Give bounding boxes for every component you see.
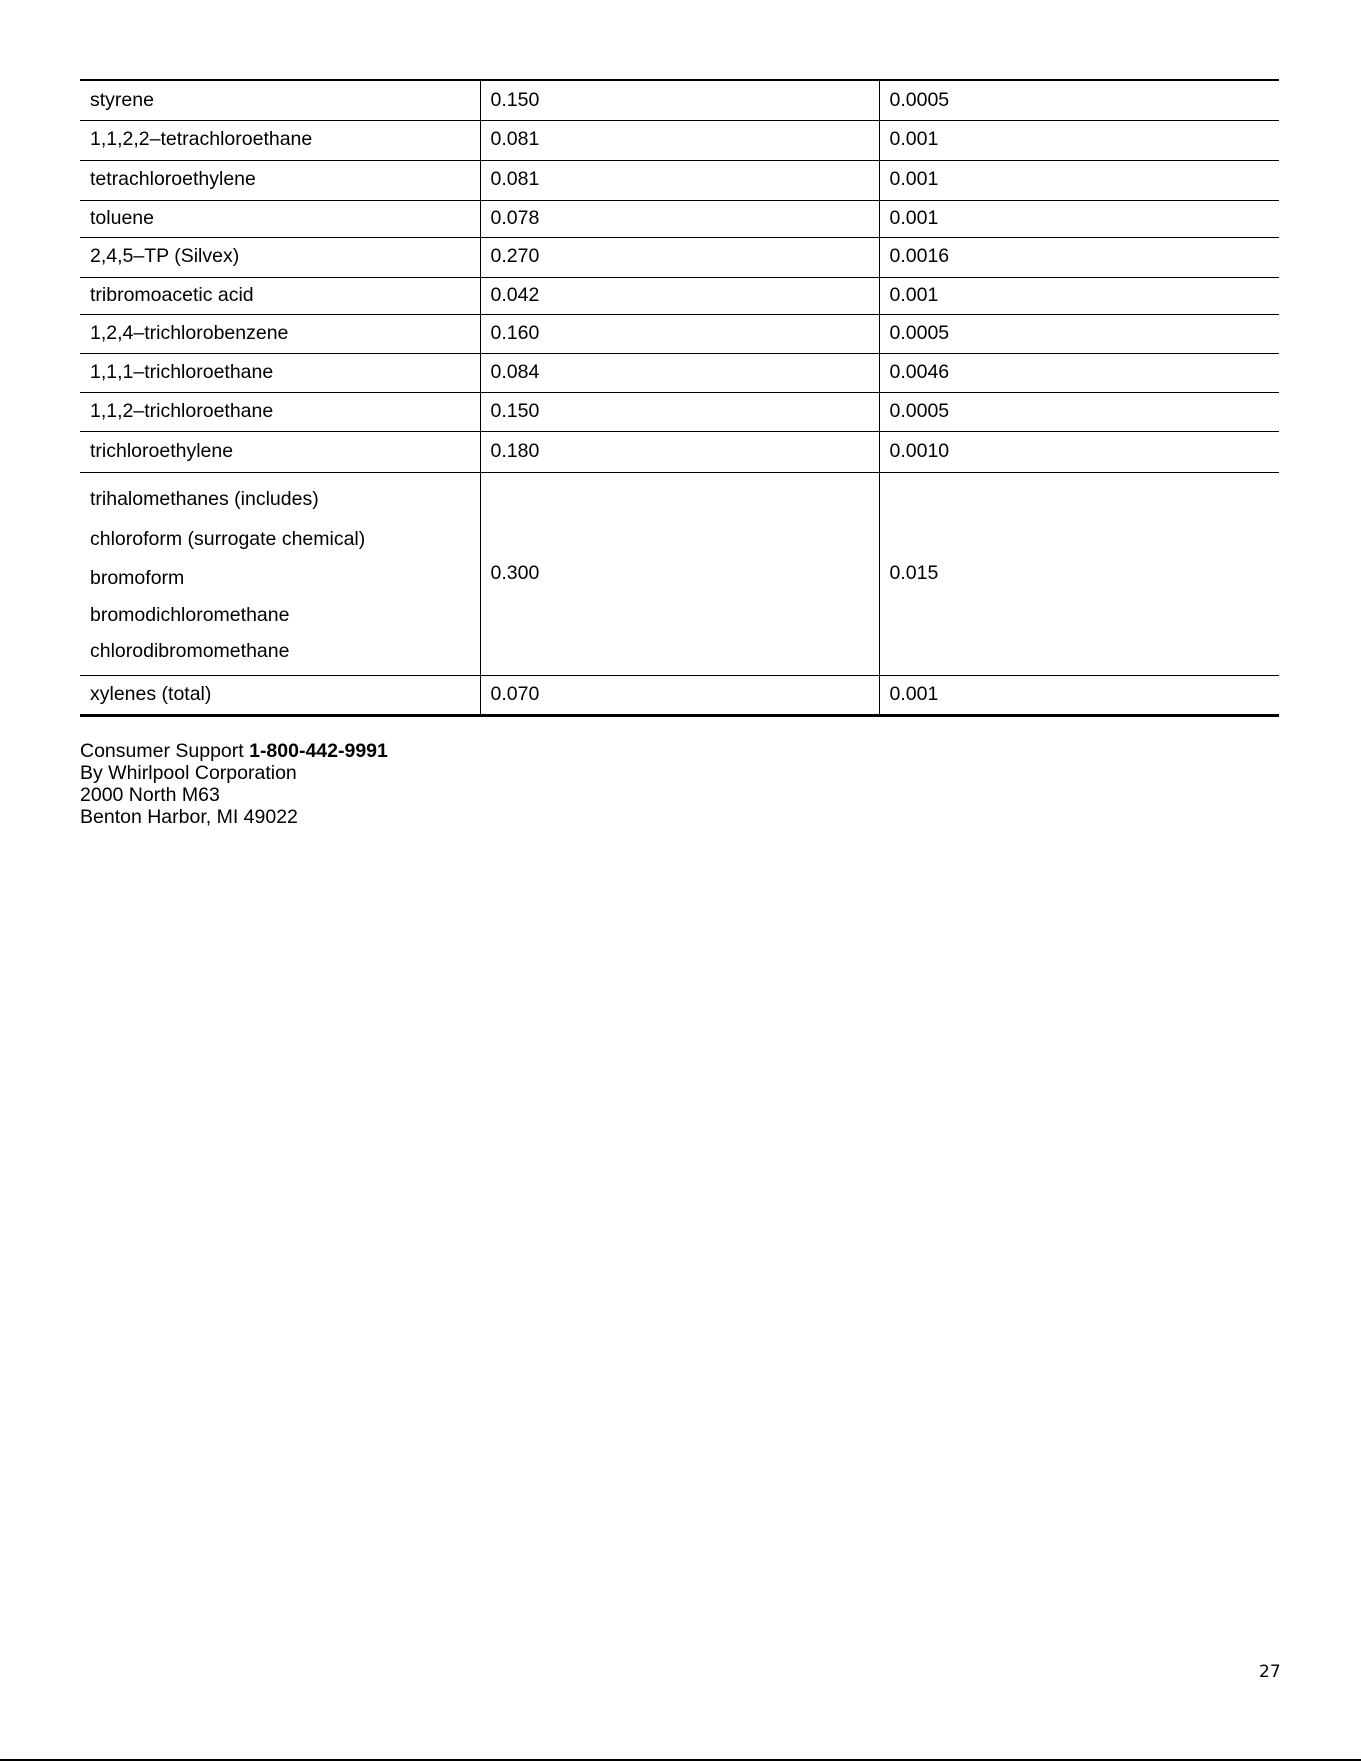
max-value: 0.001 (879, 277, 1279, 314)
chemical-name: tribromoacetic acid (80, 277, 480, 314)
contact-block (80, 740, 388, 828)
chemical-name: 1,1,1–trichloroethane (80, 353, 480, 392)
influent-value: 0.081 (480, 120, 879, 160)
company-name: By Whirlpool Corporation (80, 762, 297, 784)
influent-value: 0.270 (480, 237, 879, 277)
consumer-support-line (80, 740, 388, 762)
max-value: 0.0005 (879, 80, 1279, 120)
max-value: 0.001 (879, 160, 1279, 200)
table-row (80, 353, 1279, 392)
influent-value: 0.150 (480, 80, 879, 120)
chemical-group-name (80, 472, 480, 675)
chemical-name: xylenes (total) (80, 675, 480, 715)
max-value: 0.001 (879, 200, 1279, 237)
street-address: 2000 North M63 (80, 784, 220, 806)
chemical-name: 1,2,4–trichlorobenzene (80, 314, 480, 353)
table-row (80, 160, 1279, 200)
chemical-name: trichloroethylene (80, 431, 480, 472)
group-line: trihalomethanes (includes) (90, 487, 319, 510)
table-row (80, 80, 1279, 120)
max-value: 0.0010 (879, 431, 1279, 472)
chemical-name: 1,1,2–trichloroethane (80, 392, 480, 431)
group-line: chlorodibromomethane (90, 639, 290, 662)
max-value: 0.0046 (879, 353, 1279, 392)
max-value: 0.0005 (879, 392, 1279, 431)
table-row (80, 277, 1279, 314)
table-row (80, 237, 1279, 277)
chemical-name: 2,4,5–TP (Silvex) (80, 237, 480, 277)
support-phone: 1-800-442-9991 (249, 740, 388, 762)
chemical-name: tetrachloroethylene (80, 160, 480, 200)
group-line: chloroform (surrogate chemical) (90, 527, 366, 550)
support-label: Consumer Support (80, 740, 250, 762)
table-row (80, 675, 1279, 715)
influent-value: 0.300 (480, 472, 879, 675)
group-line: bromoform (90, 566, 185, 589)
group-line: bromodichloromethane (90, 603, 290, 626)
influent-value: 0.180 (480, 431, 879, 472)
influent-value: 0.084 (480, 353, 879, 392)
table-row (80, 431, 1279, 472)
table-row (80, 314, 1279, 353)
table-row (80, 120, 1279, 160)
chemical-name: toluene (80, 200, 480, 237)
table-row-trihalomethanes (80, 472, 1279, 675)
influent-value: 0.150 (480, 392, 879, 431)
contaminant-table (80, 79, 1279, 717)
max-value: 0.0016 (879, 237, 1279, 277)
influent-value: 0.042 (480, 277, 879, 314)
influent-value: 0.081 (480, 160, 879, 200)
chemical-name: 1,1,2,2–tetrachloroethane (80, 120, 480, 160)
max-value: 0.001 (879, 675, 1279, 715)
influent-value: 0.160 (480, 314, 879, 353)
max-value: 0.001 (879, 120, 1279, 160)
max-value: 0.015 (879, 472, 1279, 675)
table-row (80, 392, 1279, 431)
influent-value: 0.070 (480, 675, 879, 715)
max-value: 0.0005 (879, 314, 1279, 353)
chemical-name: styrene (80, 80, 480, 120)
influent-value: 0.078 (480, 200, 879, 237)
city-address: Benton Harbor, MI 49022 (80, 806, 298, 828)
table-row (80, 200, 1279, 237)
page-number: 27 (1259, 1662, 1281, 1682)
